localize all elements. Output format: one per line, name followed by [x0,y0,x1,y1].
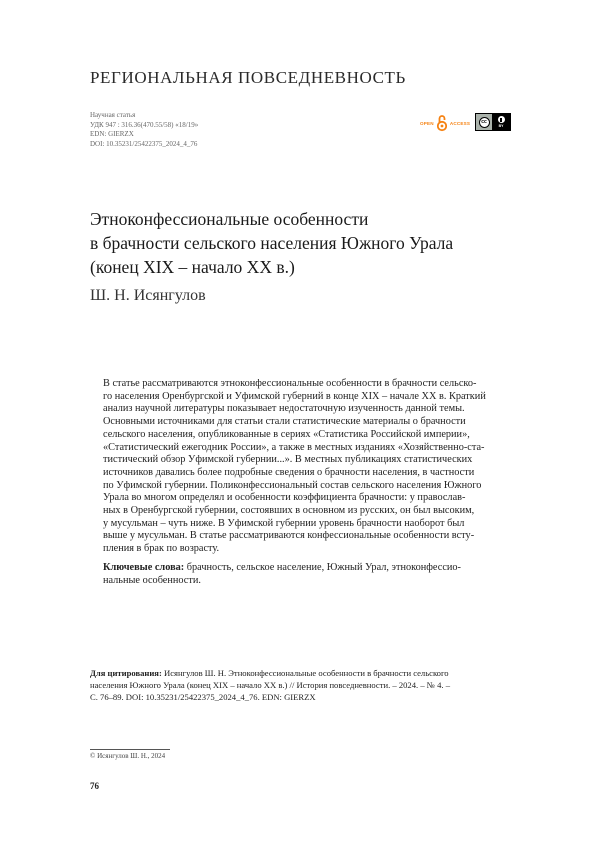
abstract-line: «Статистический ежегодник России», а также в местных изданиях «Хозяйственно-ста- [103,441,485,453]
open-access-lock-icon [437,114,447,132]
citation-line: С. 76–89. DOI: 10.35231/25422375_2024_4_76. EDN: GIERZX [90,692,316,703]
abstract-line: тистический обзор Уфимской губернии...». В местных публикациях статистических [103,454,473,466]
doi-code: DOI: 10.35231/25422375_2024_4_76 [90,139,198,148]
keywords [103,562,508,587]
abstract-line: ных в Оренбургской губернии, состоявших в основном из русских, он был высоким, [103,505,475,517]
abstract-line: сельского населения, опубликованные в сериях «Статистика Российской империи», [103,428,470,440]
abstract-line: Основными источниками для статьи стали статистические материалы о брачности [103,416,466,428]
abstract-line: выше у мусульман. В статье рассматриваются конфессиональные особенности всту- [103,530,475,542]
article-type: Научная статья [90,111,136,119]
abstract-line: го населения Оренбургской и Уфимской губерний в конце XIX – начале XX в. Краткий [103,390,486,402]
article-title-line: (конец XIX – начало XX в.) [90,257,295,277]
abstract-line: Урала во многом определял и особенности коэффициента брачности: у православ- [103,492,466,504]
article-meta [90,111,198,149]
open-access-left-label: OPEN [420,120,434,126]
footnote-divider [90,749,170,750]
abstract-line: пления в брак по возрасту. [103,543,220,555]
citation-label: Для цитирования: [90,668,162,678]
abstract [103,378,508,587]
edn-code: EDN: GIERZX [90,130,134,139]
abstract-line: В статье рассматриваются этноконфессиональные особенности в брачности сельско- [103,378,477,389]
article-title-line: в брачности сельского населения Южного Урала [90,233,454,253]
abstract-line: анализ научной литературы показывает недостаточную изученность данной темы. [103,403,465,415]
citation-line: населения Южного Урала (конец XIX – начало XX в.) // История повседневности. – 2024. – № 4. – [90,680,450,691]
cc-icon: cc [479,117,490,128]
citation-text: Исянгулов Ш. Н. Этноконфессиональные особенности в брачности сельского [163,668,449,678]
copyright-notice: © Исянгулов Ш. Н., 2024 [90,752,166,760]
keywords-text: брачность, сельское население, Южный Урал, этноконфессио- [186,561,461,573]
abstract-line: у мусульман – чуть ниже. В Уфимской губернии уровень брачности наоборот был [103,517,465,529]
citation-line [90,667,510,679]
article-title [90,207,510,279]
open-access-right-label: ACCESS [449,120,471,126]
citation-block [90,667,510,704]
open-access-badge [420,113,470,133]
article-author: Ш. Н. Исянгулов [90,287,206,304]
keywords-line [103,562,508,575]
udc-code: УДК 947 : 316.36(470.55/58) «18/19» [90,120,199,129]
abstract-line: по Уфимской губернии. Поликонфессиональный состав сельского населения Южного [103,479,482,491]
abstract-line: источников давались более подробные сведения о брачности населения, в частности [103,466,475,478]
attribution-person-icon [498,116,505,123]
page-number: 76 [90,781,99,791]
article-title-line: Этноконфессиональные особенности [90,209,369,229]
section-title: РЕГИОНАЛЬНАЯ ПОВСЕДНЕВНОСТЬ [90,68,406,87]
keywords-line: нальные особенности. [103,574,201,586]
keywords-label: Ключевые слова: [103,561,185,573]
cc-by-license-badge [475,113,511,131]
cc-by-label: BY [498,124,504,128]
